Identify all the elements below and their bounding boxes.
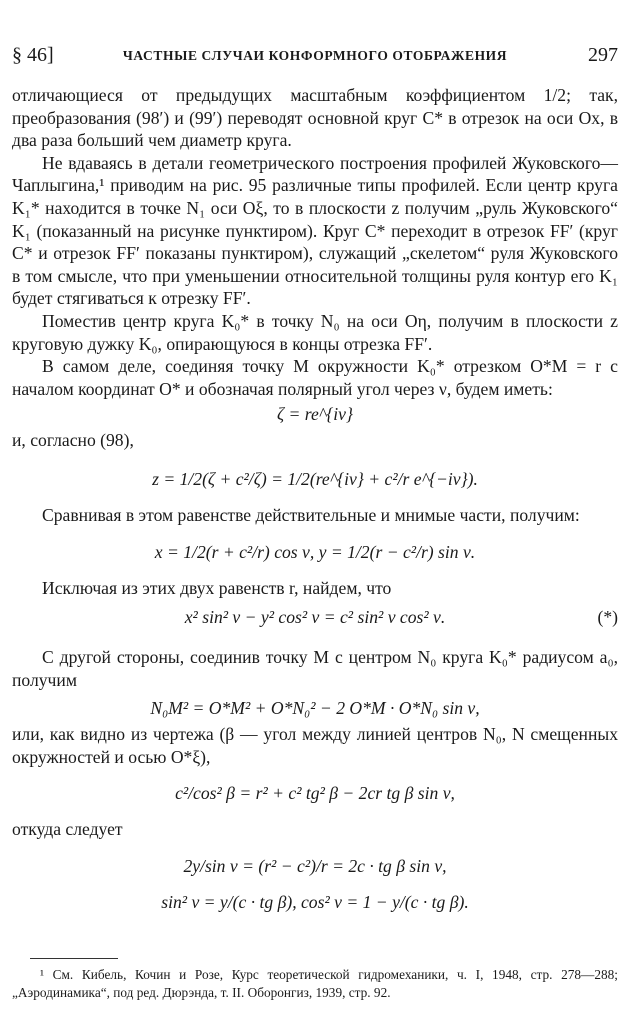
paragraph: С другой стороны, соединив точку M с центром N₀ круга K₀* радиусом a₀, получим (12, 647, 618, 690)
paragraph: Сравнивая в этом равенстве действительные и мнимые части, получим: (42, 504, 580, 525)
equation: c²/cos² β = r² + c² tg² β − 2cr tg β sin ν, (175, 783, 455, 804)
paragraph: отличающиеся от предыдущих масштабным коэффициентом 1/2; так, преобразования (98′) и (99′) переводят основной круг C* в отрезок на оси Ox, в два раза больший чем диаметр круга. (12, 85, 618, 151)
equation: 2y/sin ν = (r² − c²)/r = 2c · tg β sin ν, (183, 856, 447, 877)
equation: x² sin² ν − y² cos² ν = c² sin² ν cos² ν. (184, 607, 446, 628)
equation-tag: (*) (597, 607, 618, 628)
equation-star (12, 607, 618, 628)
paragraph: Поместив центр круга K₀* в точку N₀ на оси Oη, получим в плоскости z круговую дужку K₀, опирающуюся в концы отрезка FF′. (12, 310, 618, 354)
equation: z = 1/2(ζ + c²/ζ) = 1/2(re^{iν} + c²/r e^{−iν}). (152, 468, 478, 489)
paragraph: Не вдаваясь в детали геометрического построения профилей Жуковского—Чаплыгина,¹ приводим на рис. 95 различные типы профилей. Если центр круга K₁* находится в точке N₁ оси Oξ, то в плоскости z получим „руль Жуковского“ K₁ (показанный на рисунке пунктиром). Круг C* переходит в отрезок FF′ (круг C* и отрезок FF′ показаны пунктиром), служащий „скелетом“ руля Жуковского в том смысле, что при уменьшении относительной толщины руля контур его K₁ будет стягиваться к отрезку FF′. (12, 152, 618, 309)
equation: x = 1/2(r + c²/r) cos ν, y = 1/2(r − c²/r) sin ν. (154, 541, 476, 562)
equation: N₀M² = O*M² + O*N₀² − 2 O*M · O*N₀ sin ν, (150, 698, 480, 719)
chapter-title: ЧАСТНЫЕ СЛУЧАИ КОНФОРМНОГО ОТОБРАЖЕНИЯ (122, 48, 508, 63)
running-header (12, 44, 618, 70)
paragraph: Исключая из этих двух равенств r, найдем, что (42, 577, 392, 598)
equation: sin² ν = y/(c · tg β), cos² ν = 1 − y/(c · tg β). (161, 892, 469, 913)
paragraph: и, согласно (98), (12, 430, 134, 451)
page-body (12, 84, 618, 913)
page-number: 297 (588, 44, 618, 66)
equation: ζ = re^{iν} (277, 404, 353, 425)
paragraph: откуда следует (12, 819, 123, 840)
section-number: § 46] (12, 44, 54, 66)
paragraph: В самом деле, соединяя точку M окружности K₀* отрезком O*M = r с началом координат O* и обозначая полярный угол через ν, будем иметь: (12, 356, 618, 399)
footnote: ¹ См. Кибель, Кочин и Розе, Курс теоретической гидромеханики, ч. I, 1948, стр. 278—288; „Аэродинамика“, под ред. Дюрэнда, т. II. Оборонгиз, 1939, стр. 92. (12, 967, 618, 1000)
footnote-rule (30, 958, 118, 959)
paragraph: или, как видно из чертежа (β — угол между линией центров N₀, N смещенных окружностей и осью O*ξ), (12, 724, 618, 767)
